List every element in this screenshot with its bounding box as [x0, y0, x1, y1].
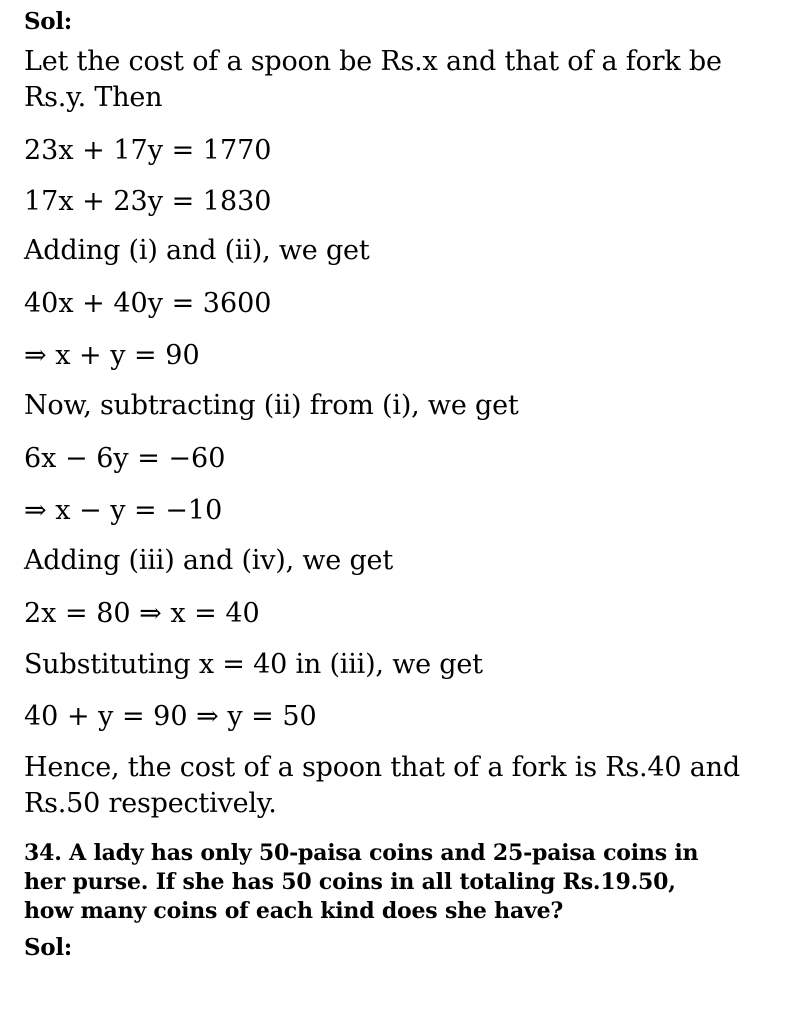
conclusion-text: Hence, the cost of a spoon that of a fork is Rs.40 and [24, 752, 740, 783]
equation-y: 40 + y = 90 ⇒ y = 50 [24, 701, 317, 732]
equation-iv: ⇒ x − y = −10 [24, 495, 223, 526]
step-text: Now, subtracting (ii) from (i), we get [24, 390, 519, 421]
question-34-line-1: 34. A lady has only 50-paisa coins and 25-paisa coins in [24, 840, 699, 866]
equation-difference: 6x − 6y = −60 [24, 443, 226, 474]
intro-text-continued: Rs.y. Then [24, 82, 163, 113]
step-text: Substituting x = 40 in (iii), we get [24, 649, 483, 680]
step-text: Adding (i) and (ii), we get [24, 235, 370, 266]
equation-i: 23x + 17y = 1770 [24, 135, 272, 166]
question-34-line-2: her purse. If she has 50 coins in all totaling Rs.19.50, [24, 869, 676, 895]
equation-iii: ⇒ x + y = 90 [24, 340, 200, 371]
sol-heading: Sol: [24, 934, 72, 961]
equation-x: 2x = 80 ⇒ x = 40 [24, 598, 260, 629]
conclusion-text-continued: Rs.50 respectively. [24, 788, 277, 819]
question-34-line-3: how many coins of each kind does she have? [24, 898, 564, 924]
intro-text: Let the cost of a spoon be Rs.x and that of a fork be [24, 46, 722, 77]
equation-ii: 17x + 23y = 1830 [24, 186, 272, 217]
sol-heading: Sol: [24, 8, 72, 35]
equation-sum: 40x + 40y = 3600 [24, 288, 272, 319]
step-text: Adding (iii) and (iv), we get [24, 545, 393, 576]
